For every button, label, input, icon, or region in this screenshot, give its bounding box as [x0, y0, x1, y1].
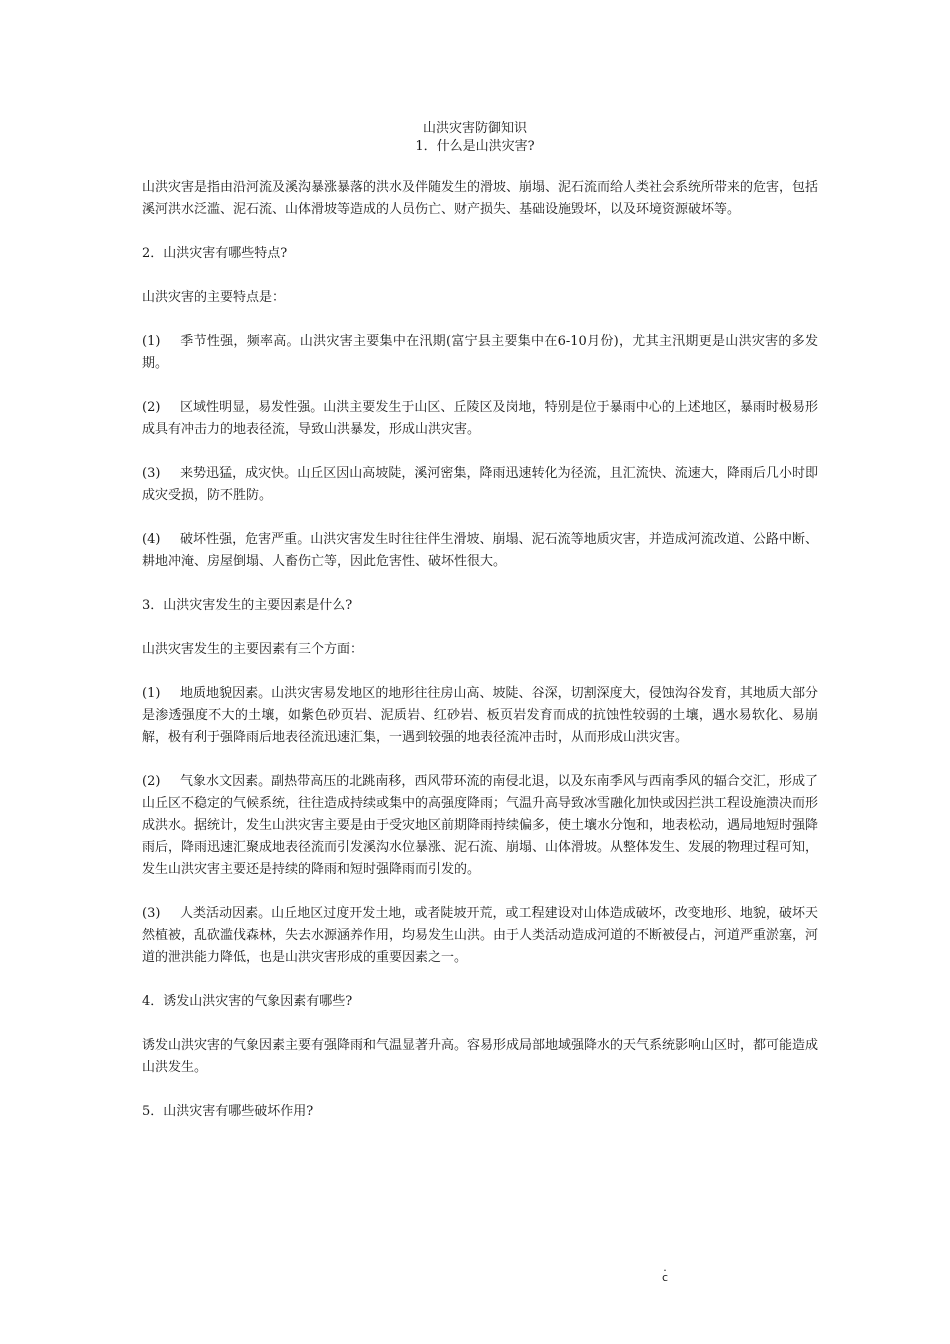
list-item-feature-4 — [142, 529, 818, 573]
document-subtitle: 1．什么是山洪灾害? — [415, 139, 535, 154]
list-item-factor-2 — [142, 771, 818, 881]
paragraph-intro-features: 山洪灾害的主要特点是： — [142, 290, 286, 305]
item-text: 季节性强，频率高。山洪灾害主要集中在汛期(富宁县主要集中在6-10月份)，尤其主汛期更是山洪灾害的多发期。 — [142, 334, 818, 371]
list-item-factor-1 — [142, 683, 818, 749]
list-item-feature-1 — [142, 331, 818, 375]
document-title: 山洪灾害防御知识 — [422, 121, 527, 136]
item-text: 人类活动因素。山丘地区过度开发土地，或者陡坡开荒，或工程建设对山体造成破坏，改变地形、地貌，破坏天然植被，乱砍滥伐森林，失去水源涵养作用，均易发生山洪。由于人类活动造成河道的不断被侵占，河道严重淤塞，河道的泄洪能力降低，也是山洪灾害形成的重要因素之一。 — [142, 906, 819, 965]
heading-5: 5．山洪灾害有哪些破坏作用? — [142, 1104, 314, 1119]
item-number: (2) — [142, 400, 161, 415]
item-text: 气象水文因素。副热带高压的北跳南移，西风带环流的南侵北退，以及东南季风与西南季风的辐合交汇，形成了山丘区不稳定的气候系统，往往造成持续或集中的高强度降雨；气温升高导致冰雪融化加快或因拦洪工程设施溃决而形成洪水。据统计，发生山洪灾害主要是由于受灾地区前期降雨持续偏多，使土壤水分饱和，地表松动，遇局地短时强降雨后，降雨迅速汇聚成地表径流而引发溪沟水位暴涨、泥石流、崩塌、山体滑坡。从整体发生、发展的物理过程可知，发生山洪灾害主要还是持续的降雨和短时强降雨而引发的。 — [142, 774, 819, 877]
paragraph-definition: 山洪灾害是指由沿河流及溪沟暴涨暴落的洪水及伴随发生的滑坡、崩塌、泥石流而给人类社会系统所带来的危害，包括溪河洪水泛滥、泥石流、山体滑坡等造成的人员伤亡、财产损失、基础设施毁坏，以及环境资源破坏等。 — [142, 180, 819, 217]
document-body — [142, 177, 818, 1145]
list-item-feature-2 — [142, 397, 818, 441]
heading-4: 4．诱发山洪灾害的气象因素有哪些? — [142, 994, 353, 1009]
item-number: (1) — [142, 334, 161, 349]
footer-letter: c — [662, 1271, 669, 1284]
item-text: 破坏性强，危害严重。山洪灾害发生时往往伴生滑坡、崩塌、泥石流等地质灾害，并造成河流改道、公路中断、耕地冲淹、房屋倒塌、人畜伤亡等，因此危害性、破坏性很大。 — [142, 532, 818, 569]
title-block — [0, 120, 950, 156]
item-text: 区域性明显，易发性强。山洪主要发生于山区、丘陵区及岗地，特别是位于暴雨中心的上述地区，暴雨时极易形成具有冲击力的地表径流，导致山洪暴发，形成山洪灾害。 — [142, 400, 818, 437]
footer-mark — [662, 1263, 668, 1283]
heading-2: 2．山洪灾害有哪些特点? — [142, 246, 288, 261]
item-text: 来势迅猛，成灾快。山丘区因山高坡陡，溪河密集，降雨迅速转化为径流，且汇流快、流速大，降雨后几小时即成灾受损，防不胜防。 — [142, 466, 818, 503]
item-number: (3) — [142, 906, 161, 921]
heading-3: 3．山洪灾害发生的主要因素是什么? — [142, 598, 353, 613]
item-number: (3) — [142, 466, 161, 481]
list-item-feature-3 — [142, 463, 818, 507]
item-number: (1) — [142, 686, 161, 701]
list-item-factor-3 — [142, 903, 818, 969]
item-number: (4) — [142, 532, 161, 547]
item-number: (2) — [142, 774, 161, 789]
footer-dot: . — [663, 1261, 667, 1274]
paragraph-intro-factors: 山洪灾害发生的主要因素有三个方面： — [142, 642, 364, 657]
paragraph-weather-factors: 诱发山洪灾害的气象因素主要有强降雨和气温显著升高。容易形成局部地域强降水的天气系统影响山区时，都可能造成山洪发生。 — [142, 1038, 819, 1075]
item-text: 地质地貌因素。山洪灾害易发地区的地形往往房山高、坡陡、谷深，切割深度大，侵蚀沟谷发育，其地质大部分是渗透强度不大的土壤，如紫色砂页岩、泥质岩、红砂岩、板页岩发育而成的抗蚀性较弱的土壤，遇水易软化、易崩解，极有利于强降雨后地表径流迅速汇集，一遇到较强的地表径流冲击时，从而形成山洪灾害。 — [142, 686, 818, 745]
